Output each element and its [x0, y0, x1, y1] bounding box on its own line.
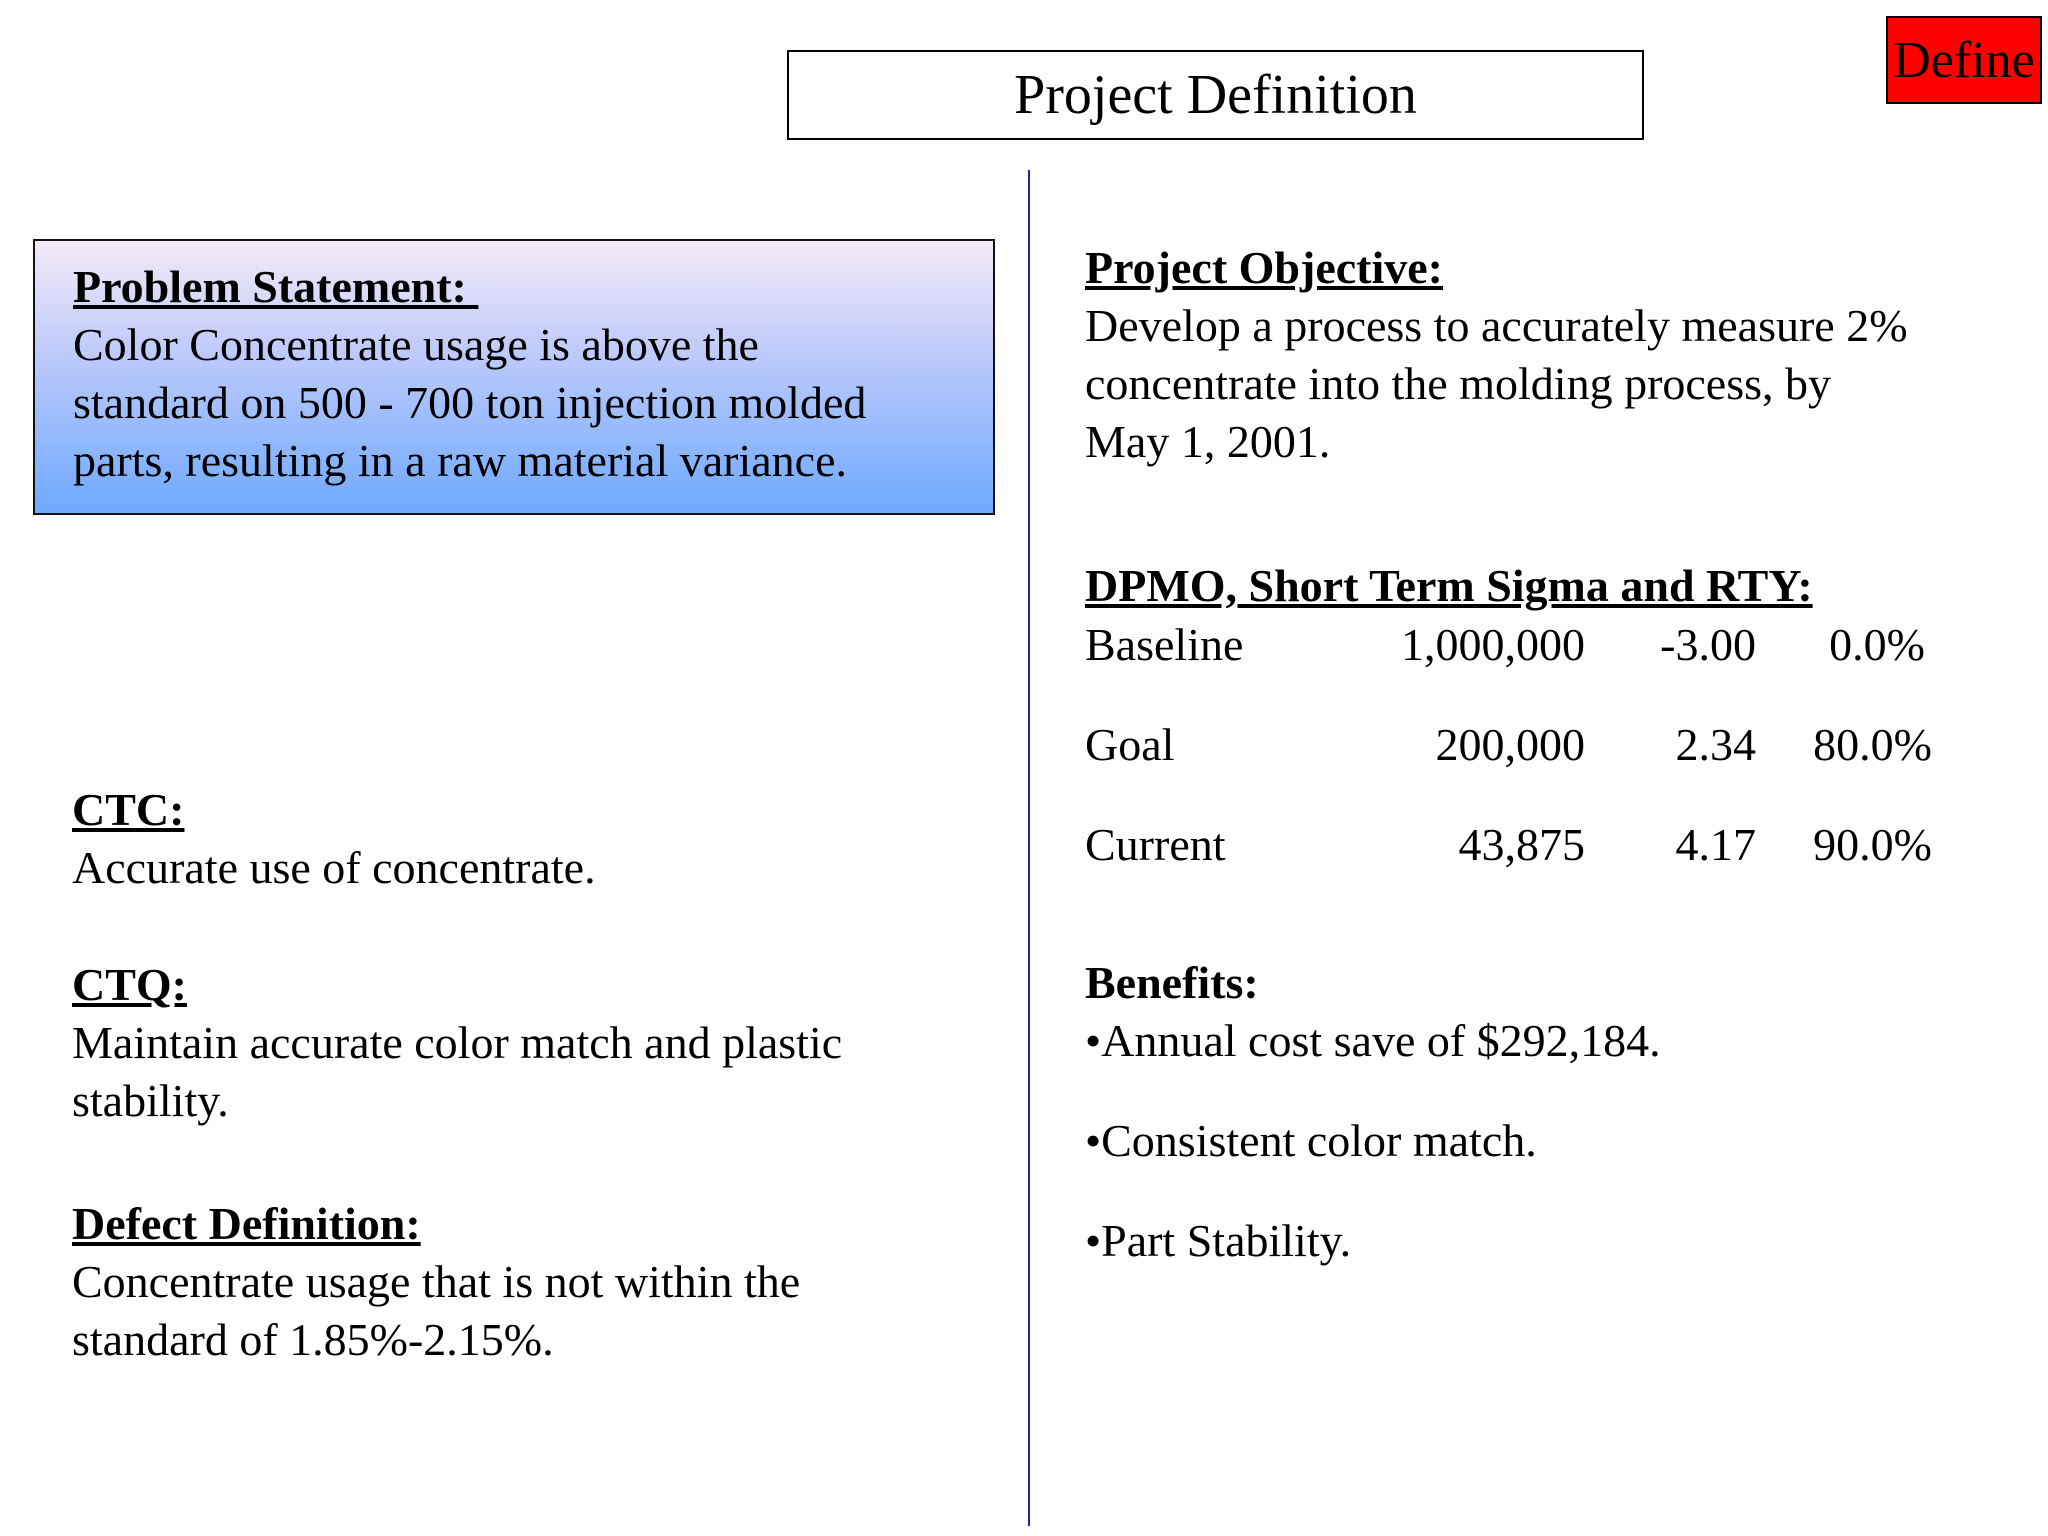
metrics-row-goal — [1085, 716, 1985, 774]
defect-definition-text: Concentrate usage that is not within the — [72, 1256, 801, 1307]
ctq-section — [72, 956, 842, 1130]
metric-rty: 90.0% — [1813, 819, 1932, 870]
ctq-text: stability. — [72, 1075, 229, 1126]
problem-statement-line: standard on 500 - 700 ton injection molded — [73, 377, 867, 428]
ctc-section — [72, 781, 596, 897]
benefits-heading: Benefits: — [1085, 957, 1259, 1008]
metric-dpmo: 43,875 — [1458, 819, 1585, 870]
problem-statement-heading: Problem Statement: — [73, 261, 479, 312]
ctc-text: Accurate use of concentrate. — [72, 842, 596, 893]
define-phase-badge: Define — [1886, 16, 2042, 104]
metrics-row-current — [1085, 816, 1985, 874]
ctq-heading: CTQ: — [72, 959, 187, 1010]
defect-definition-text: standard of 1.85%-2.15%. — [72, 1314, 554, 1365]
metric-rty: 0.0% — [1829, 619, 1925, 670]
project-objective-text: Develop a process to accurately measure 2% — [1085, 300, 1908, 351]
metrics-heading: DPMO, Short Term Sigma and RTY: — [1085, 560, 1813, 611]
metric-sigma: 4.17 — [1675, 819, 1756, 870]
metric-label: Current — [1085, 819, 1226, 870]
project-objective-text: May 1, 2001. — [1085, 416, 1331, 467]
metrics-row-baseline — [1085, 616, 1985, 674]
benefit-item: •Part Stability. — [1085, 1215, 1352, 1266]
defect-definition-section — [72, 1195, 800, 1369]
ctq-text: Maintain accurate color match and plastic — [72, 1017, 843, 1068]
benefits-heading-wrap — [1085, 954, 1259, 1012]
benefit-item: •Consistent color match. — [1085, 1115, 1537, 1166]
defect-definition-heading: Defect Definition: — [72, 1198, 421, 1249]
project-objective-section — [1085, 239, 1908, 471]
metrics-heading-wrap — [1085, 557, 1813, 615]
page-title: Project Definition — [787, 50, 1644, 140]
problem-statement-line: Color Concentrate usage is above the — [73, 319, 759, 370]
metric-label: Baseline — [1085, 619, 1244, 670]
benefit-item: •Annual cost save of $292,184. — [1085, 1015, 1661, 1066]
vertical-divider — [1028, 170, 1030, 1526]
metric-rty: 80.0% — [1813, 719, 1932, 770]
ctc-heading: CTC: — [72, 784, 185, 835]
problem-statement-box — [33, 239, 995, 515]
metric-sigma: 2.34 — [1675, 719, 1756, 770]
problem-statement-line: parts, resulting in a raw material variance. — [73, 435, 848, 486]
metric-dpmo: 200,000 — [1435, 719, 1585, 770]
metric-dpmo: 1,000,000 — [1401, 619, 1585, 670]
metric-sigma: -3.00 — [1660, 619, 1756, 670]
project-objective-text: concentrate into the molding process, by — [1085, 358, 1832, 409]
project-objective-heading: Project Objective: — [1085, 242, 1444, 293]
metric-label: Goal — [1085, 719, 1175, 770]
